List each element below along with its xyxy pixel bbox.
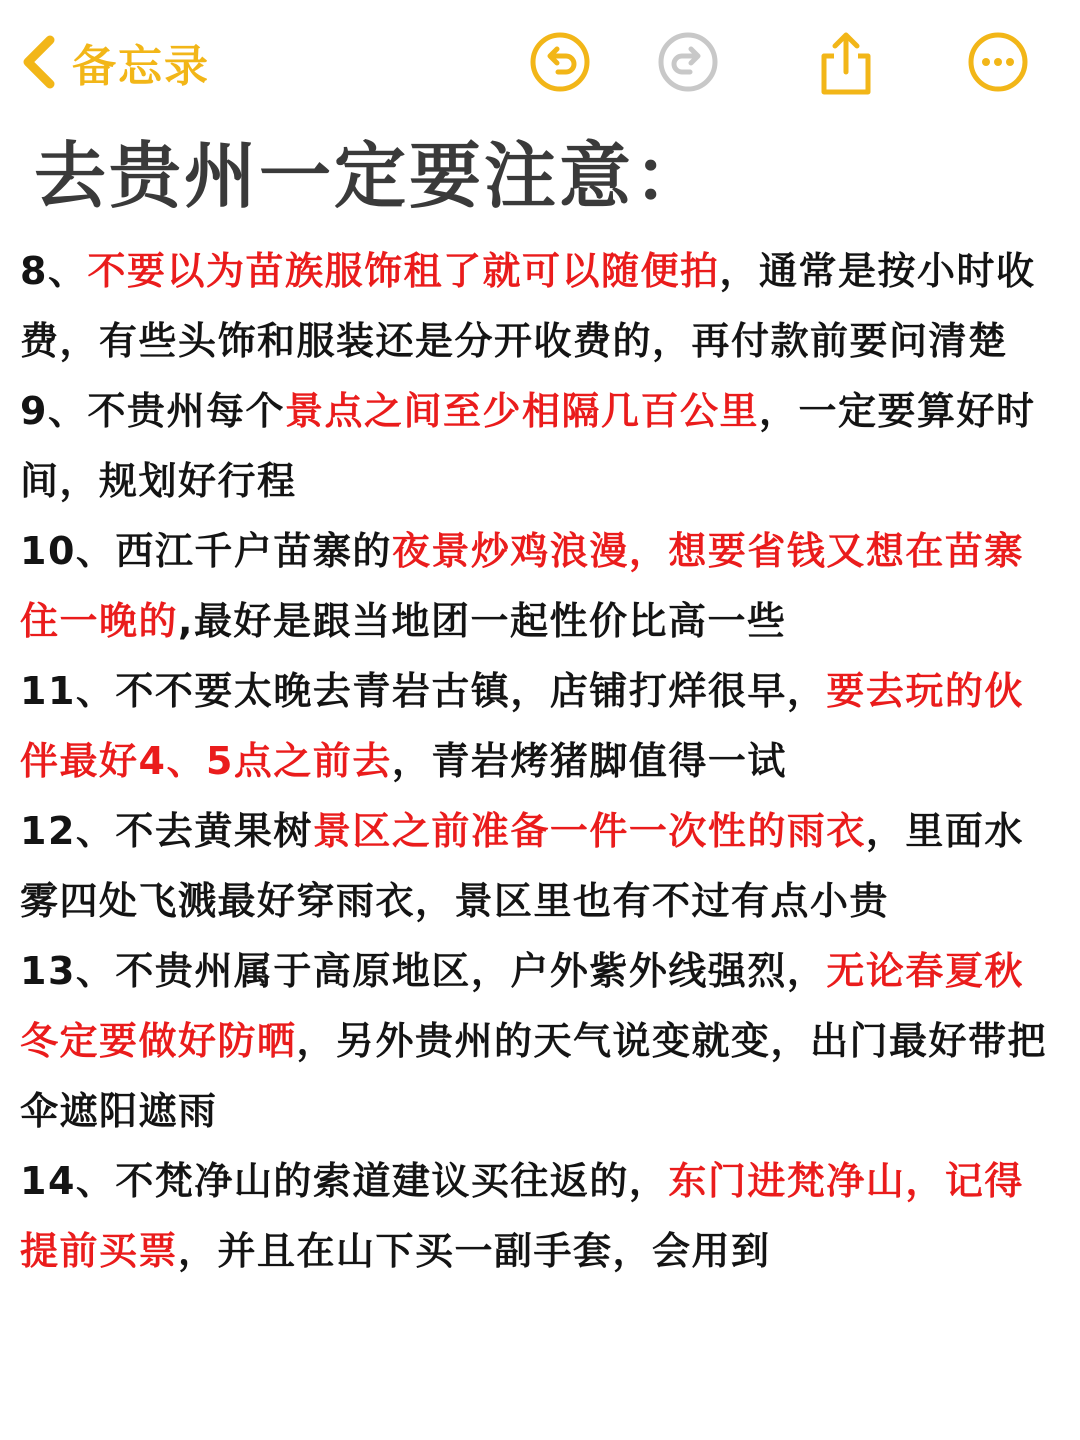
- redo-button[interactable]: [656, 30, 720, 94]
- body-text: 14、不梵净山的索道建议买往返的，: [20, 1159, 669, 1203]
- undo-button[interactable]: [528, 30, 592, 94]
- highlighted-text: 东门进梵净山，记得提前买票: [20, 1159, 1024, 1273]
- body-text: ，里面水雾四处飞溅最好穿雨衣，景区里也有不过有点小贵: [20, 809, 1024, 923]
- body-text: ，一定要算好时间，规划好行程: [20, 389, 1036, 503]
- chevron-left-icon: [18, 34, 58, 90]
- highlighted-text: 要去玩的伙伴最好4、5点之前去: [20, 669, 1024, 783]
- share-icon: [814, 30, 878, 98]
- note-body[interactable]: [20, 236, 1062, 1286]
- redo-icon: [656, 30, 720, 94]
- note-item: [20, 936, 1062, 1146]
- body-text: ,最好是跟当地团一起性价比高一些: [178, 599, 787, 643]
- more-icon: [966, 30, 1030, 94]
- body-text: ，青岩烤猪脚值得一试: [391, 739, 787, 783]
- body-text: 8、: [20, 249, 88, 293]
- note-item: [20, 656, 1062, 796]
- body-text: 13、不贵州属于高原地区，户外紫外线强烈，: [20, 949, 827, 993]
- note-item: [20, 236, 1062, 376]
- highlighted-text: 夜景炒鸡浪漫，想要省钱又想在苗寨住一晚的: [20, 529, 1024, 643]
- highlighted-text: 景点之间至少相隔几百公里: [284, 389, 759, 433]
- note-item: [20, 1146, 1062, 1286]
- highlighted-text: 景区之前准备一件一次性的雨衣: [312, 809, 866, 853]
- note-item: [20, 796, 1062, 936]
- body-text: ，并且在山下买一副手套，会用到: [178, 1229, 771, 1273]
- highlighted-text: 无论春夏秋冬定要做好防晒: [20, 949, 1024, 1063]
- body-text: ，另外贵州的天气说变就变，出门最好带把伞遮阳遮雨: [20, 1019, 1048, 1133]
- highlighted-text: 不要以为苗族服饰租了就可以随便拍: [87, 249, 720, 293]
- share-button[interactable]: [814, 30, 878, 94]
- back-label: 备忘录: [72, 41, 210, 92]
- back-button[interactable]: [18, 30, 210, 94]
- note-item: [20, 376, 1062, 516]
- body-text: 9、不贵州每个: [20, 389, 285, 433]
- body-text: ，通常是按小时收费，有些头饰和服装还是分开收费的，再付款前要问清楚: [20, 249, 1036, 363]
- body-text: 12、不去黄果树: [20, 809, 313, 853]
- note-item: [20, 516, 1062, 656]
- body-text: 10、西江千户苗寨的: [20, 529, 392, 573]
- toolbar: [0, 0, 1080, 120]
- more-button[interactable]: [966, 30, 1030, 94]
- undo-icon: [528, 30, 592, 94]
- note-title: 去贵州一定要注意：: [34, 134, 710, 218]
- body-text: 11、不不要太晚去青岩古镇，店铺打烊很早，: [20, 669, 827, 713]
